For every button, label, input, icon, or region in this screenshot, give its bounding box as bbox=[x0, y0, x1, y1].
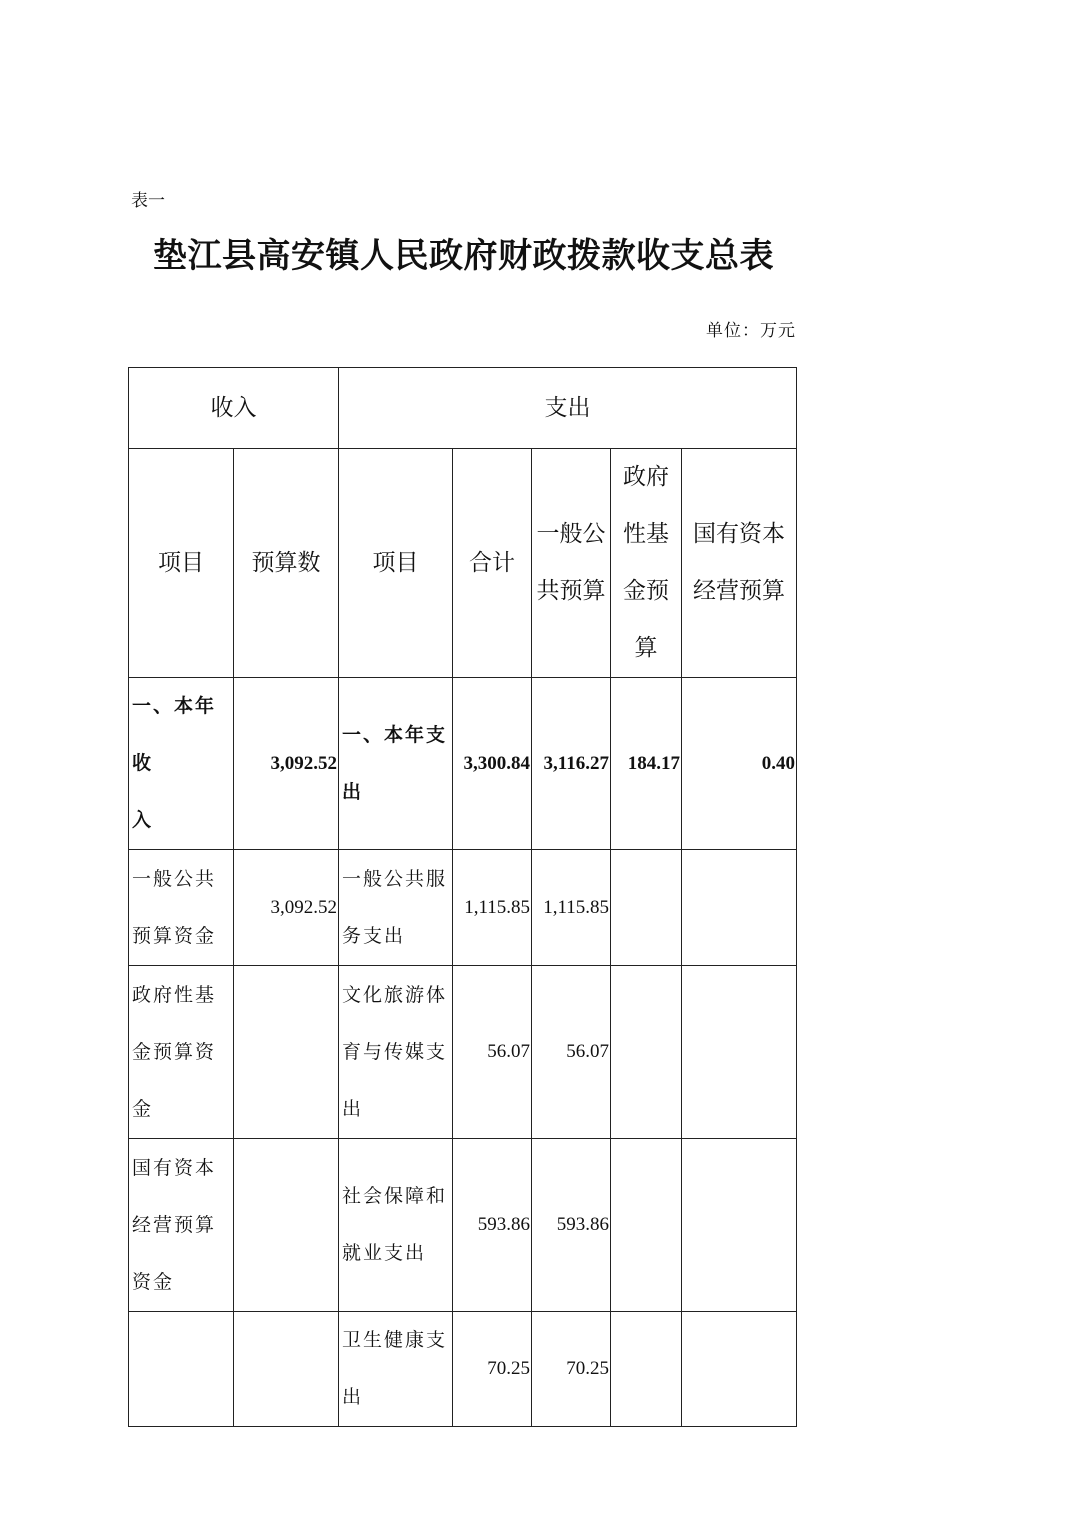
header-state-capital-budget: 国有资本 经营预算 bbox=[682, 449, 797, 678]
unit-label: 单位：万元 bbox=[706, 321, 796, 341]
total-cell: 70.25 bbox=[453, 1312, 532, 1427]
budget-table bbox=[128, 367, 797, 1427]
table-row bbox=[129, 1312, 797, 1427]
header-general-budget: 一般公 共预算 bbox=[532, 449, 611, 678]
page-title: 垫江县高安镇人民政府财政拨款收支总表 bbox=[153, 236, 774, 276]
header-income-budget: 预算数 bbox=[234, 449, 339, 678]
table-label: 表一 bbox=[131, 191, 165, 211]
header-gov-fund-budget: 政府 性基 金预 算 bbox=[611, 449, 682, 678]
header-income: 收入 bbox=[129, 368, 339, 449]
header-expense-item: 项目 bbox=[339, 449, 453, 678]
state-capital-cell bbox=[682, 1139, 797, 1312]
table-row bbox=[129, 966, 797, 1139]
gov-fund-cell: 184.17 bbox=[611, 678, 682, 850]
income-item-cell bbox=[129, 1312, 234, 1427]
income-budget-cell bbox=[234, 1312, 339, 1427]
general-budget-cell: 1,115.85 bbox=[532, 850, 611, 966]
expense-item-cell: 卫生健康支 出 bbox=[339, 1312, 453, 1427]
expense-item-cell: 一、本年支 出 bbox=[339, 678, 453, 850]
table-row bbox=[129, 678, 797, 850]
gov-fund-cell bbox=[611, 850, 682, 966]
income-budget-cell bbox=[234, 1139, 339, 1312]
general-budget-cell: 70.25 bbox=[532, 1312, 611, 1427]
expense-item-cell: 文化旅游体 育与传媒支 出 bbox=[339, 966, 453, 1139]
total-cell: 593.86 bbox=[453, 1139, 532, 1312]
general-budget-cell: 56.07 bbox=[532, 966, 611, 1139]
gov-fund-cell bbox=[611, 1139, 682, 1312]
income-item-cell: 国有资本 经营预算 资金 bbox=[129, 1139, 234, 1312]
general-budget-cell: 593.86 bbox=[532, 1139, 611, 1312]
expense-item-cell: 社会保障和 就业支出 bbox=[339, 1139, 453, 1312]
income-item-cell: 一般公共 预算资金 bbox=[129, 850, 234, 966]
header-expense: 支出 bbox=[339, 368, 797, 449]
income-item-cell: 一、本年收 入 bbox=[129, 678, 234, 850]
state-capital-cell bbox=[682, 966, 797, 1139]
total-cell: 56.07 bbox=[453, 966, 532, 1139]
table-row bbox=[129, 1139, 797, 1312]
gov-fund-cell bbox=[611, 1312, 682, 1427]
income-budget-cell bbox=[234, 966, 339, 1139]
income-budget-cell: 3,092.52 bbox=[234, 678, 339, 850]
expense-item-cell: 一般公共服 务支出 bbox=[339, 850, 453, 966]
total-cell: 1,115.85 bbox=[453, 850, 532, 966]
general-budget-cell: 3,116.27 bbox=[532, 678, 611, 850]
income-budget-cell: 3,092.52 bbox=[234, 850, 339, 966]
state-capital-cell bbox=[682, 1312, 797, 1427]
header-row-columns bbox=[129, 449, 797, 678]
total-cell: 3,300.84 bbox=[453, 678, 532, 850]
state-capital-cell bbox=[682, 850, 797, 966]
income-item-cell: 政府性基 金预算资 金 bbox=[129, 966, 234, 1139]
table-row bbox=[129, 850, 797, 966]
header-income-item: 项目 bbox=[129, 449, 234, 678]
header-total: 合计 bbox=[453, 449, 532, 678]
gov-fund-cell bbox=[611, 966, 682, 1139]
state-capital-cell: 0.40 bbox=[682, 678, 797, 850]
header-row-top bbox=[129, 368, 797, 449]
